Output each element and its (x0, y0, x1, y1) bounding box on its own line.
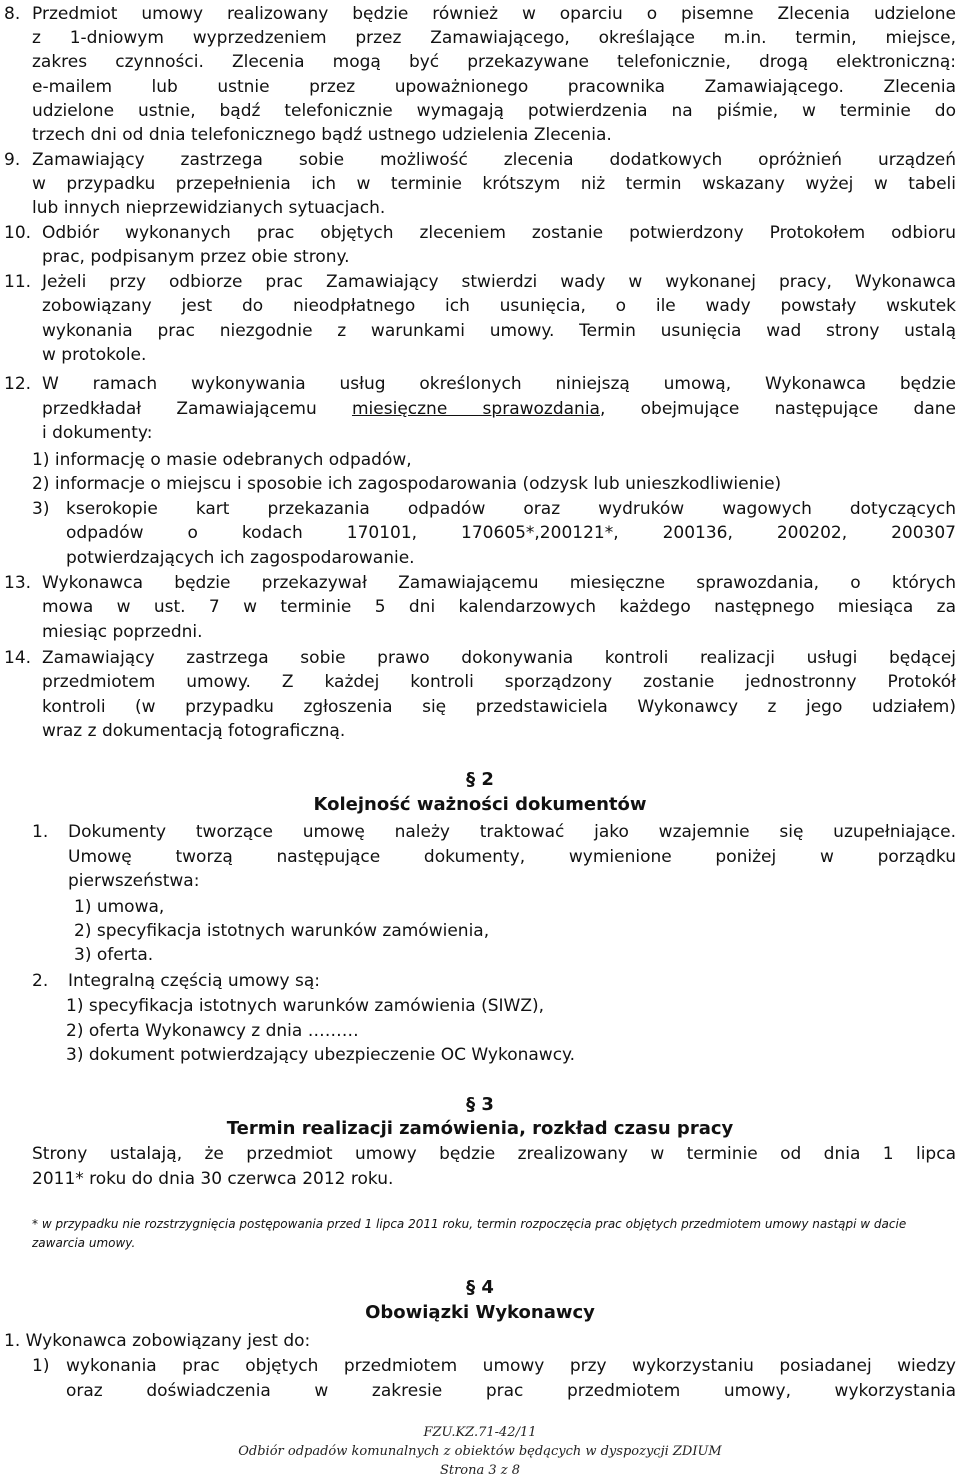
item-11-line: Jeżeli przy odbiorze prac Zamawiający stwierdzi wady w wykonanej pracy, Wykonawca (42, 272, 956, 292)
footer-reference: FZU.KZ.71-42/11 (423, 1425, 537, 1440)
section-title: Termin realizacji zamówienia, rozkład czasu pracy (226, 1118, 734, 1139)
item-number: 2. (32, 971, 49, 991)
sub-item-line: odpadów o kodach 170101, 170605*,200121*, 200136, 200202, 200307 (66, 523, 956, 543)
item-8-line: z 1-dniowym wyprzedzeniem przez Zamawiającego, określające m.in. termin, miejsce, (32, 28, 956, 48)
paragraph-line: 1. Wykonawca zobowiązany jest do: (4, 1331, 311, 1351)
footer-page-number: Strona 3 z 8 (439, 1463, 521, 1478)
item-9-line: w przypadku przepełnienia ich w terminie krótszym niż termin wskazany wyżej w tabeli (32, 174, 956, 194)
paragraph-line: Dokumenty tworzące umowę należy traktować jako wzajemnie się uzupełniające. (68, 822, 956, 842)
item-8-line: zakres czynności. Zlecenia mogą być przekazywane telefonicznie, drogą elektroniczną: (32, 52, 956, 72)
item-8-line: Przedmiot umowy realizowany będzie również w oparciu o pisemne Zlecenia udzielone (32, 4, 956, 24)
sub-item: 1) informację o masie odebranych odpadów, (32, 450, 412, 470)
item-9-line: lub innych nieprzewidzianych sytuacjach. (32, 198, 386, 218)
sub-item-line: wykonania prac objętych przedmiotem umowy przy wykorzystaniu posiadanej wiedzy (66, 1356, 956, 1376)
item-10-line: Odbiór wykonanych prac objętych zleceniem zostanie potwierdzony Protokołem odbioru (42, 223, 956, 243)
item-12-line: i dokumenty: (42, 423, 153, 443)
item-14-line: Zamawiający zastrzega sobie prawo dokonywania kontroli realizacji usługi będącej (42, 648, 956, 668)
item-number: 1. (32, 822, 49, 842)
paragraph-line: Integralną częścią umowy są: (68, 971, 321, 991)
section-title: Obowiązki Wykonawcy (365, 1302, 595, 1323)
sub-item: 3) oferta. (74, 945, 154, 965)
item-number: 11. (4, 272, 32, 292)
item-14-line: przedmiotem umowy. Z każdej kontroli sporządzony zostanie jednostronny Protokół (42, 672, 956, 692)
sub-item: 1) specyfikacja istotnych warunków zamówienia (SIWZ), (66, 996, 545, 1016)
item-11-line: w protokole. (42, 345, 147, 365)
item-12-line (42, 398, 956, 420)
sub-item-number: 3) (32, 499, 50, 519)
footnote: * w przypadku nie rozstrzygnięcia postępowania przed 1 lipca 2011 roku, termin rozpoczęcia prac objętych przedmiotem umowy nastąpi w dacie zawarcia umowy. (32, 1217, 907, 1250)
item-number: 14. (4, 648, 32, 668)
paragraph-line: Umowę tworzą następujące dokumenty, wymienione poniżej w porządku (68, 847, 956, 867)
sub-item-line: oraz doświadczenia w zakresie prac przedmiotem umowy, wykorzystania (66, 1381, 956, 1401)
sub-item-line: kserokopie kart przekazania odpadów oraz wydruków wagowych dotyczących (66, 499, 956, 519)
section-mark: § 4 (466, 1277, 494, 1298)
item-13-line: Wykonawca będzie przekazywał Zamawiającemu miesięczne sprawozdania, o których (42, 573, 956, 593)
section-mark: § 2 (466, 769, 494, 790)
item-13-line: miesiąc poprzedni. (42, 622, 203, 642)
item-11-line: wykonania prac niezgodnie z warunkami umowy. Termin usunięcia wad strony ustalą (42, 321, 956, 341)
item-number: 9. (4, 150, 21, 170)
sub-item: 2) specyfikacja istotnych warunków zamówienia, (74, 921, 490, 941)
item-8-line: udzielone ustnie, bądź telefonicznie wymagają potwierdzenia na piśmie, w terminie do (32, 101, 956, 121)
text-run: , obejmujące następujące dane (599, 399, 956, 419)
item-8-line: e-mailem lub ustnie przez upoważnionego pracownika Zamawiającego. Zlecenia (32, 77, 956, 97)
section-mark: § 3 (466, 1094, 494, 1115)
sub-item: 2) oferta Wykonawcy z dnia ……… (66, 1021, 359, 1041)
item-8-line: trzech dni od dnia telefonicznego bądź ustnego udzielenia Zlecenia. (32, 125, 612, 145)
item-number: 13. (4, 573, 32, 593)
item-11-line: zobowiązany jest do nieodpłatnego ich usunięcia, o ile wady powstały wskutek (42, 296, 956, 316)
sub-item: 3) dokument potwierdzający ubezpieczenie OC Wykonawcy. (66, 1045, 576, 1065)
paragraph-line: pierwszeństwa: (68, 871, 200, 891)
item-14-line: kontroli (w przypadku zgłoszenia się przedstawiciela Wykonawcy z jego udziałem) (42, 697, 956, 717)
text-run: przedkładał Zamawiającemu (42, 399, 352, 419)
footer-title: Odbiór odpadów komunalnych z obiektów będących w dyspozycji ZDIUM (238, 1444, 722, 1459)
underlined-term: miesięczne sprawozdania (352, 399, 600, 419)
item-number: 12. (4, 374, 32, 394)
paragraph-line: 2011* roku do dnia 30 czerwca 2012 roku. (32, 1169, 394, 1189)
item-10-line: prac, podpisanym przez obie strony. (42, 247, 350, 267)
sub-item-line: potwierdzających ich zagospodarowanie. (66, 548, 415, 568)
paragraph-line: Strony ustalają, że przedmiot umowy będzie zrealizowany w terminie od dnia 1 lipca (32, 1144, 956, 1164)
item-9-line: Zamawiający zastrzega sobie możliwość zlecenia dodatkowych opróżnień urządzeń (32, 150, 956, 170)
section-title: Kolejność ważności dokumentów (313, 794, 647, 815)
item-number: 10. (4, 223, 32, 243)
item-number: 8. (4, 4, 21, 24)
sub-item-number: 1) (32, 1356, 50, 1376)
item-14-line: wraz z dokumentacją fotograficzną. (42, 721, 346, 741)
sub-item: 1) umowa, (74, 897, 165, 917)
item-12-line: W ramach wykonywania usług określonych niniejszą umową, Wykonawca będzie (42, 374, 956, 394)
sub-item: 2) informacje o miejscu i sposobie ich zagospodarowania (odzysk lub unieszkodliwienie) (32, 474, 782, 494)
item-13-line: mowa w ust. 7 w terminie 5 dni kalendarzowych każdego następnego miesiąca za (42, 597, 956, 617)
